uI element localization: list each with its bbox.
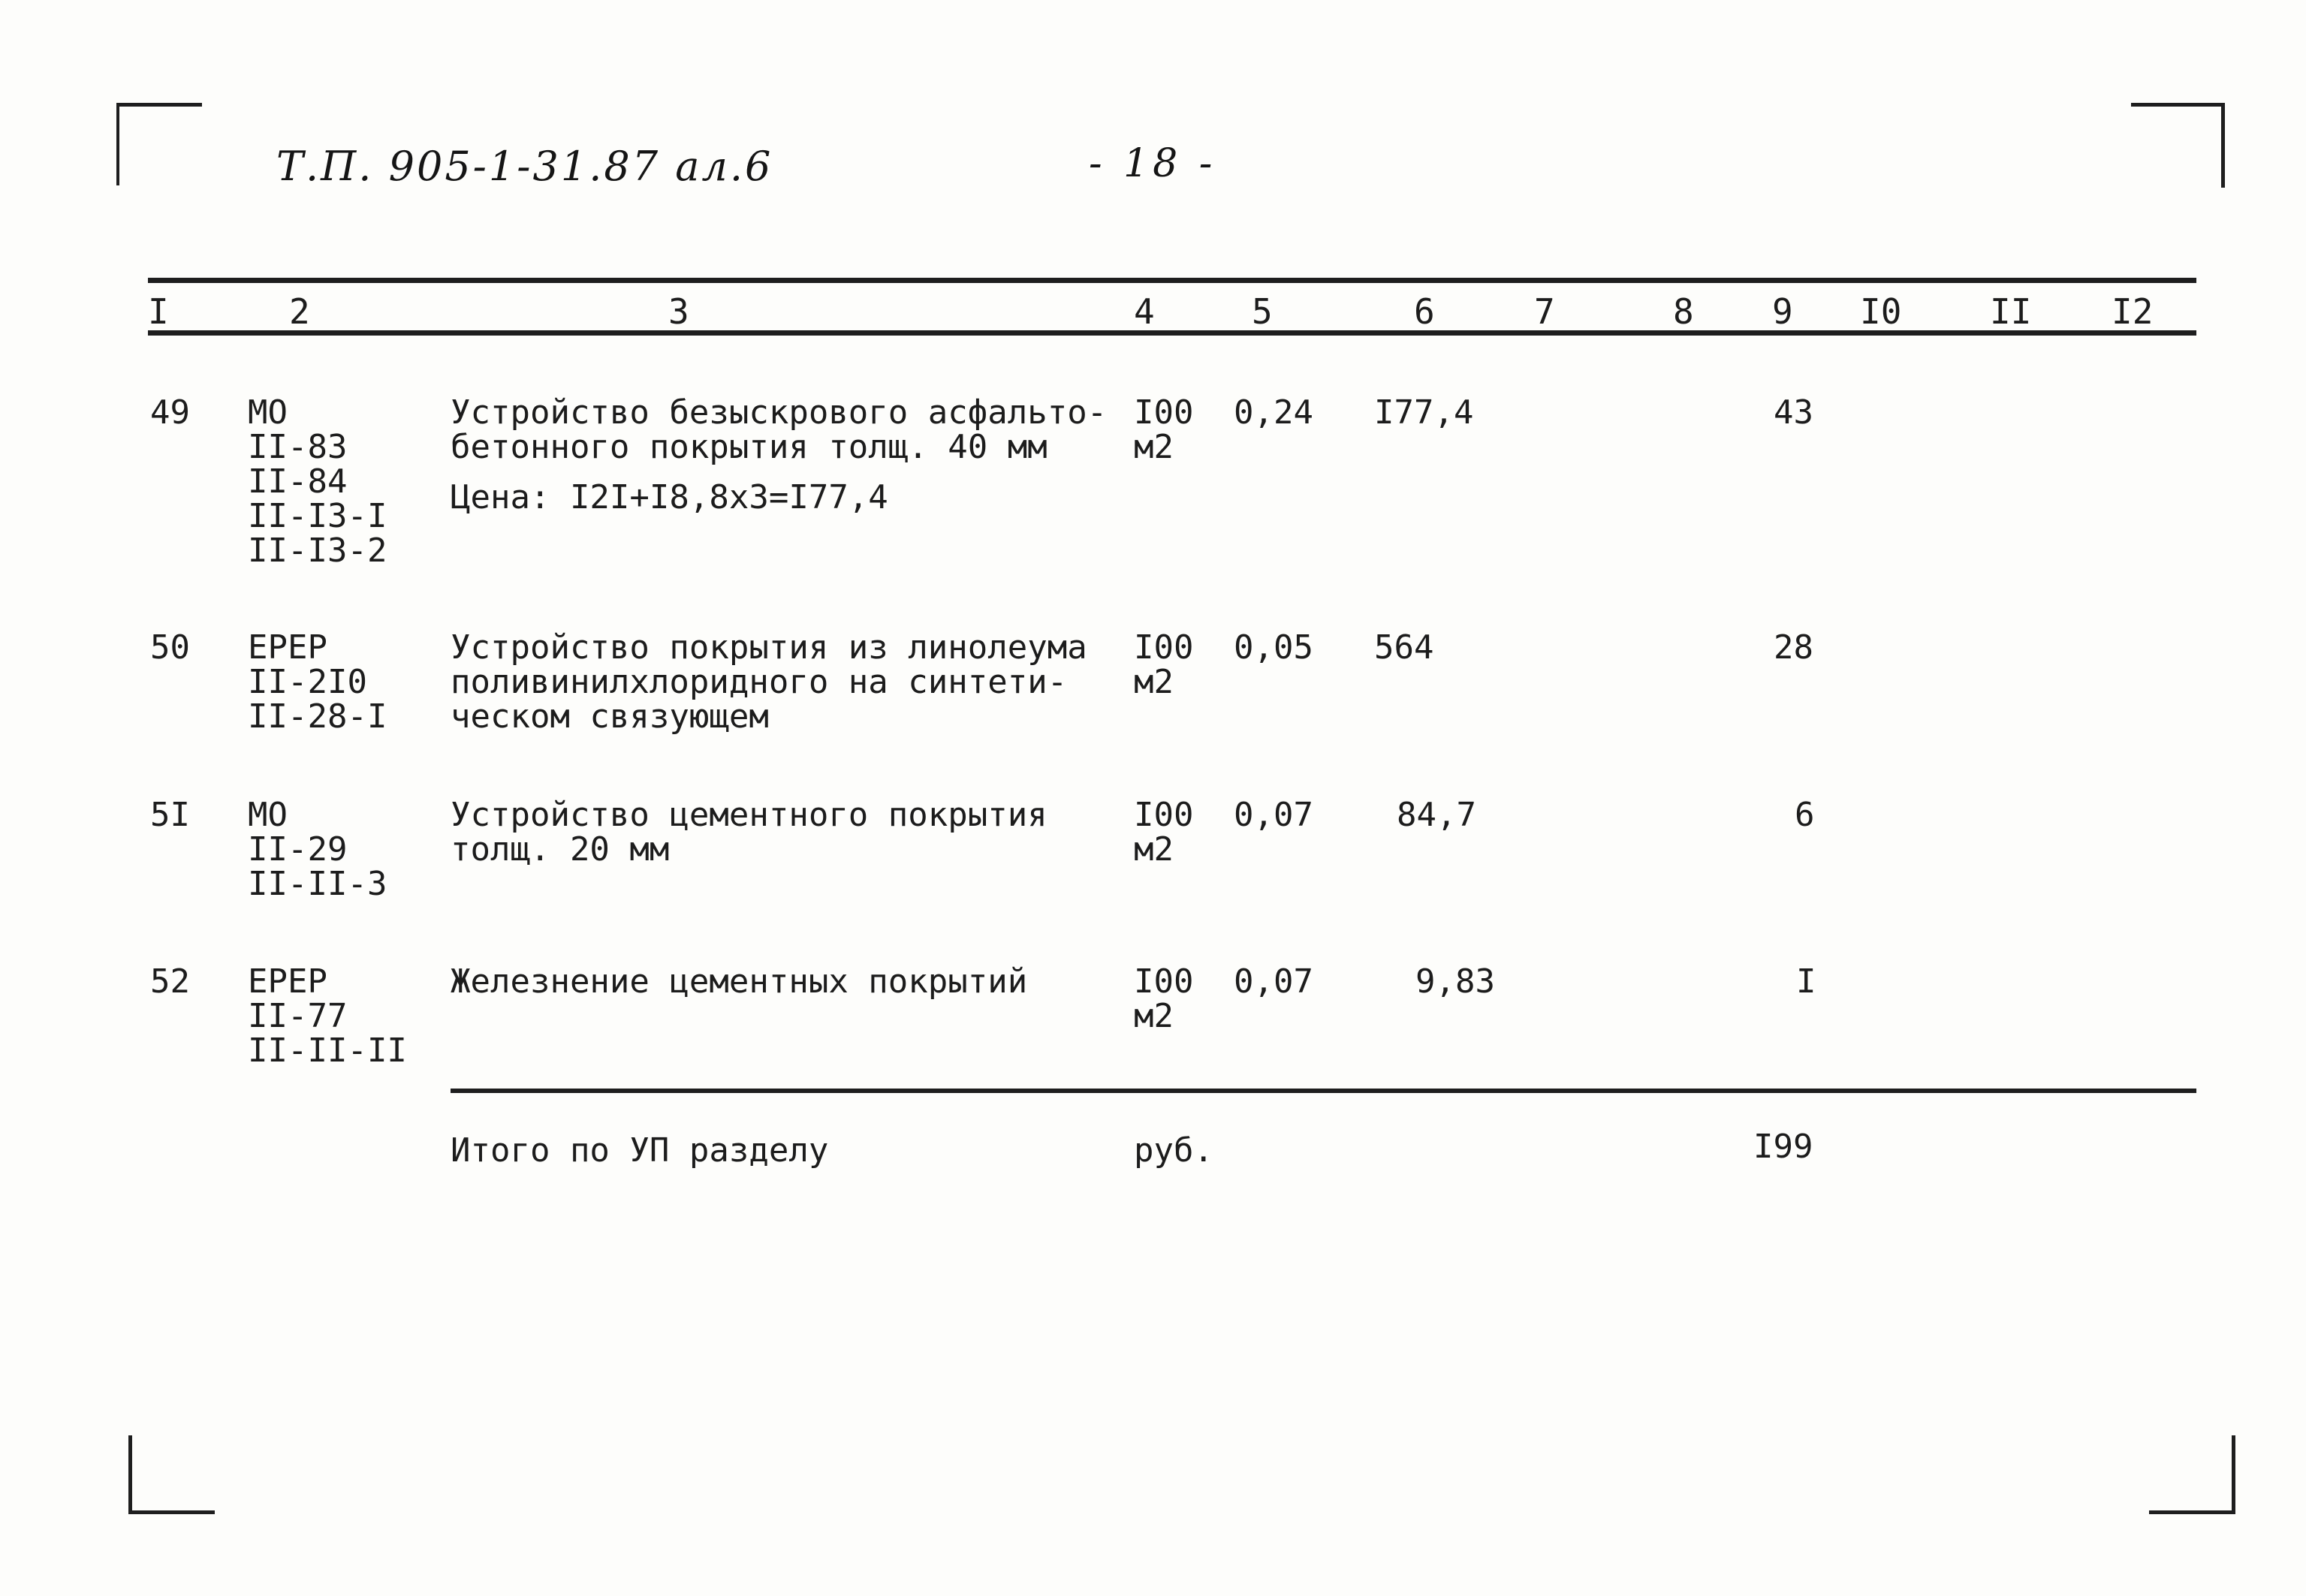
corner-mark-top-right — [2131, 103, 2225, 188]
corner-mark-bottom-right — [2149, 1435, 2235, 1514]
row-total: 28 — [1774, 628, 1813, 667]
row-unit: I00 м2 — [1134, 962, 1194, 1035]
row-description: Железнение цементных покрытий — [451, 962, 1028, 1001]
summary-rule — [451, 1089, 2196, 1093]
row-unit-price: 84,7 — [1397, 796, 1476, 834]
summary-unit: руб. — [1134, 1131, 1213, 1170]
row-quantity: 0,07 — [1234, 962, 1313, 1001]
column-header: 8 — [1673, 291, 1694, 332]
row-unit-price: 9,83 — [1415, 962, 1495, 1001]
row-number: 52 — [150, 962, 190, 1001]
row-unit: I00 м2 — [1134, 393, 1194, 466]
row-unit: I00 м2 — [1134, 796, 1194, 869]
row-codes: МО II-83 II-84 II-I3-I II-I3-2 — [248, 393, 387, 570]
column-header: 5 — [1252, 291, 1273, 332]
table-top-rule — [148, 278, 2196, 283]
column-header: 3 — [668, 291, 689, 332]
summary-label: Итого по УП разделу — [451, 1131, 829, 1170]
row-description: Устройство цементного покрытия толщ. 20 мм — [451, 796, 1047, 869]
column-header: 7 — [1534, 291, 1555, 332]
row-description: Устройство покрытия из линолеума поливинилхлоридного на синтети- ческом связующем — [451, 628, 1087, 736]
row-total: I — [1796, 962, 1816, 1001]
corner-mark-bottom-left — [128, 1435, 215, 1514]
row-number: 5I — [150, 796, 190, 834]
summary-total: I99 — [1753, 1128, 1813, 1166]
row-unit-price: 564 — [1374, 628, 1434, 667]
document-code: Т.П. 905-1-31.87 ал.6 — [276, 143, 773, 190]
column-header: 9 — [1772, 291, 1793, 332]
page-number: - 18 - — [1089, 141, 1217, 186]
row-total: 43 — [1774, 393, 1813, 432]
column-header: I2 — [2112, 291, 2154, 332]
row-number: 49 — [150, 393, 190, 432]
row-quantity: 0,24 — [1234, 393, 1313, 432]
column-header: I — [148, 291, 169, 332]
row-price-note: Цена: I2I+I8,8х3=I77,4 — [451, 478, 888, 516]
row-quantity: 0,07 — [1234, 796, 1313, 834]
column-header: 4 — [1134, 291, 1155, 332]
column-header: I0 — [1860, 291, 1902, 332]
row-quantity: 0,05 — [1234, 628, 1313, 667]
row-number: 50 — [150, 628, 190, 667]
row-unit: I00 м2 — [1134, 628, 1194, 701]
row-codes: ЕРЕР II-2I0 II-28-I — [248, 628, 387, 736]
row-codes: ЕРЕР II-77 II-II-II — [248, 962, 407, 1070]
row-total: 6 — [1795, 796, 1815, 834]
row-description: Устройство безыскрового асфальто- бетонного покрытия толщ. 40 мм — [451, 393, 1108, 466]
column-header: 2 — [289, 291, 310, 332]
column-header: II — [1990, 291, 2032, 332]
column-header: 6 — [1414, 291, 1435, 332]
corner-mark-top-left — [116, 103, 202, 185]
row-unit-price: I77,4 — [1374, 393, 1474, 432]
row-codes: МО II-29 II-II-3 — [248, 796, 387, 903]
